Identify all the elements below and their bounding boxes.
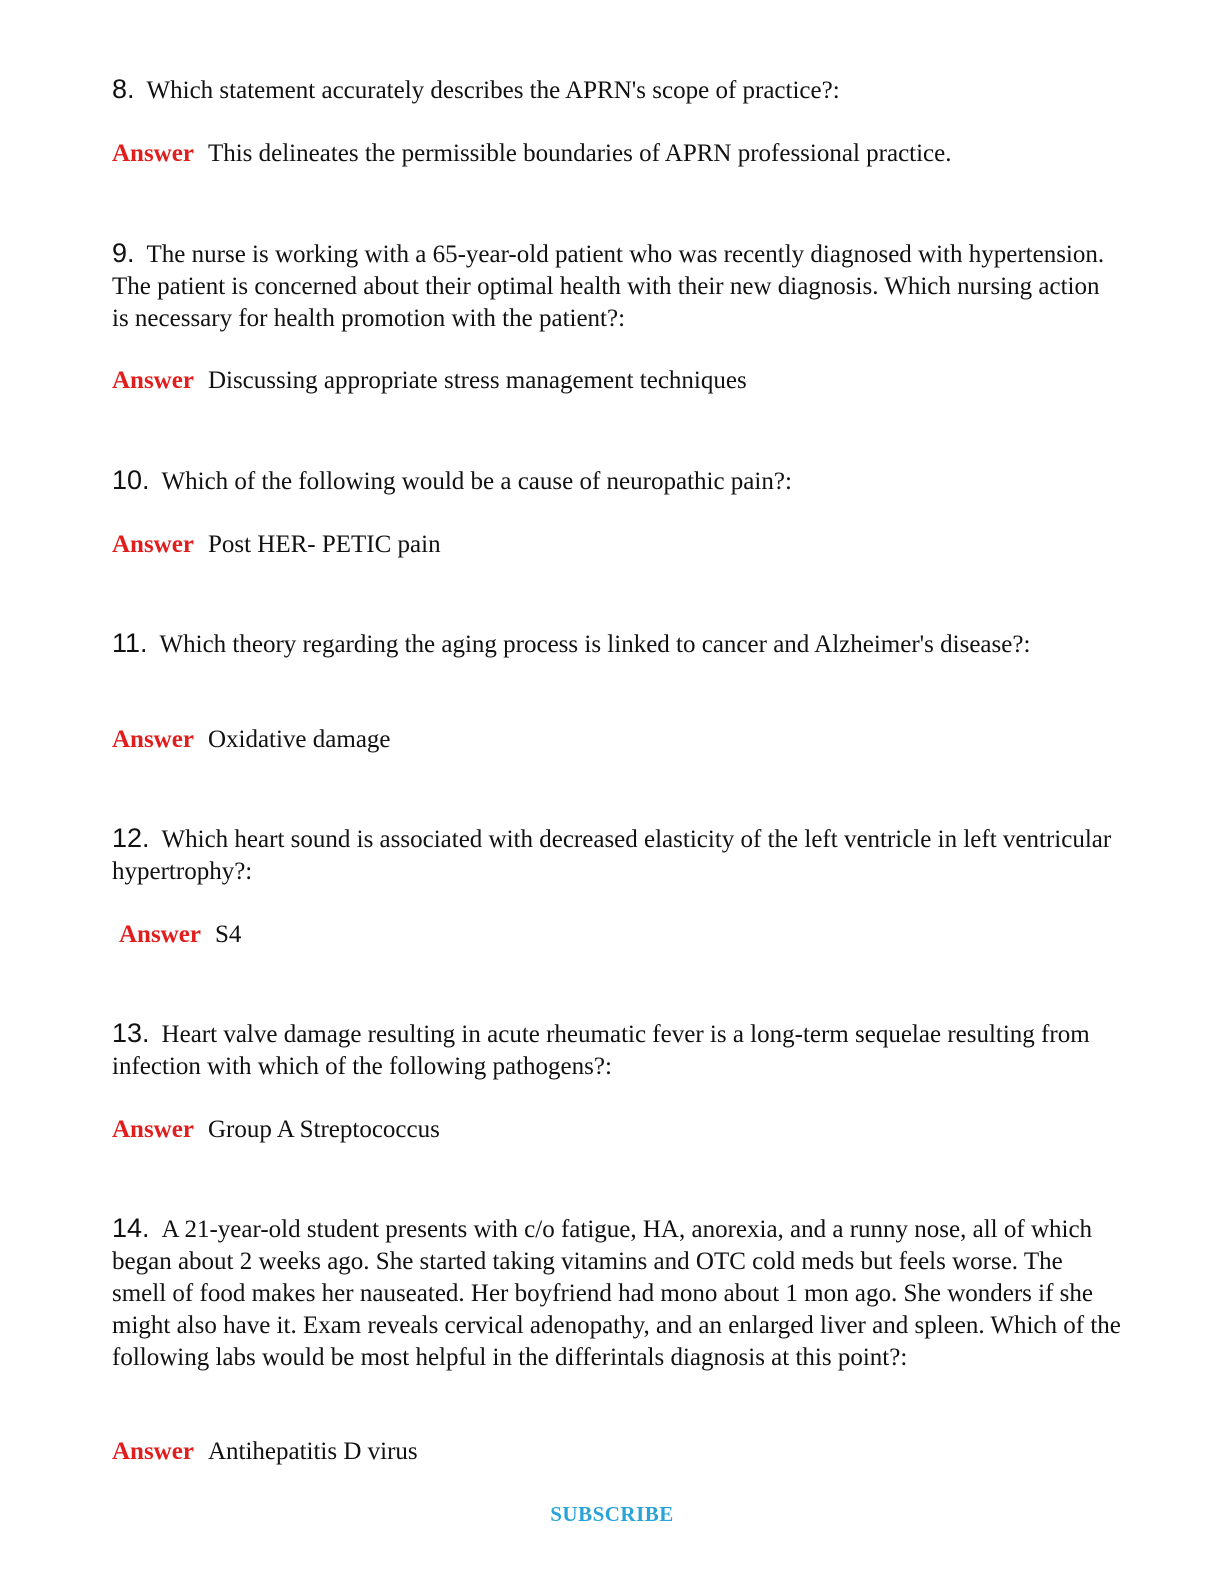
question-text	[112, 627, 1122, 661]
answer-text: Post HER- PETIC pain	[207, 531, 441, 558]
question-block-13	[112, 1017, 1122, 1143]
question-body: Which heart sound is associated with decreased elasticity of the left ventricle in left ventricular hypertrophy?:	[112, 826, 1112, 885]
question-number: 9.	[112, 238, 135, 268]
answer-label: Answer	[112, 1438, 194, 1465]
answer-label: Answer	[112, 140, 194, 167]
question-number: 14.	[112, 1213, 150, 1243]
answer-line	[112, 724, 391, 756]
answer-label: Answer	[112, 367, 194, 394]
answer-line	[112, 529, 441, 561]
answer-line	[112, 365, 747, 397]
question-number: 10.	[112, 465, 150, 495]
question-text	[112, 464, 1122, 498]
question-text	[112, 1212, 1122, 1374]
answer-label: Answer	[112, 1116, 194, 1143]
question-number: 8.	[112, 74, 135, 104]
question-text	[112, 237, 1122, 335]
question-body: The nurse is working with a 65-year-old patient who was recently diagnosed with hypertension. The patient is concerned about their optimal health with their new diagnosis. Which nursing action is necessary for health promotion with the patient?:	[112, 241, 1105, 332]
question-text	[112, 822, 1122, 888]
question-body: Heart valve damage resulting in acute rheumatic fever is a long-term sequelae resulting from infection with which of the following pathogens?:	[112, 1021, 1090, 1080]
answer-label: Answer	[119, 921, 201, 948]
subscribe-link[interactable]: SUBSCRIBE	[550, 1502, 674, 1526]
question-body: Which of the following would be a cause of neuropathic pain?:	[161, 468, 792, 495]
question-number: 11.	[112, 628, 148, 658]
question-block-8	[112, 73, 1122, 167]
answer-text: This delineates the permissible boundaries of APRN professional practice.	[207, 140, 952, 167]
question-body: Which statement accurately describes the APRN's scope of practice?:	[146, 77, 840, 104]
question-block-11	[112, 627, 1122, 753]
question-block-12	[112, 822, 1122, 948]
answer-line	[112, 1436, 418, 1468]
question-block-14	[112, 1212, 1122, 1465]
answer-line	[112, 138, 952, 170]
question-text	[112, 73, 1122, 107]
question-block-9	[112, 237, 1122, 394]
question-number: 13.	[112, 1018, 150, 1048]
question-text	[112, 1017, 1122, 1083]
answer-line	[112, 1114, 440, 1146]
answer-line	[119, 919, 241, 951]
answer-text: Group A Streptococcus	[207, 1116, 440, 1143]
question-number: 12.	[112, 823, 150, 853]
answer-text: S4	[214, 921, 242, 948]
answer-text: Oxidative damage	[207, 726, 391, 753]
answer-label: Answer	[112, 726, 194, 753]
question-body: Which theory regarding the aging process is linked to cancer and Alzheimer's disease?:	[159, 631, 1031, 658]
answer-text: Antihepatitis D virus	[207, 1438, 418, 1465]
answer-text: Discussing appropriate stress management techniques	[207, 367, 747, 394]
answer-label: Answer	[112, 531, 194, 558]
question-block-10	[112, 464, 1122, 558]
question-body: A 21-year-old student presents with c/o fatigue, HA, anorexia, and a runny nose, all of which began about 2 weeks ago. She started taking vitamins and OTC cold meds but feels worse. The smell of food makes her nauseated. Her boyfriend had mono about 1 mon ago. She wonders if she might also have it. Exam reveals cervical adenopathy, and an enlarged liver and spleen. Which of the following labs would be most helpful in the differintals diagnosis at this point?:	[112, 1216, 1121, 1371]
